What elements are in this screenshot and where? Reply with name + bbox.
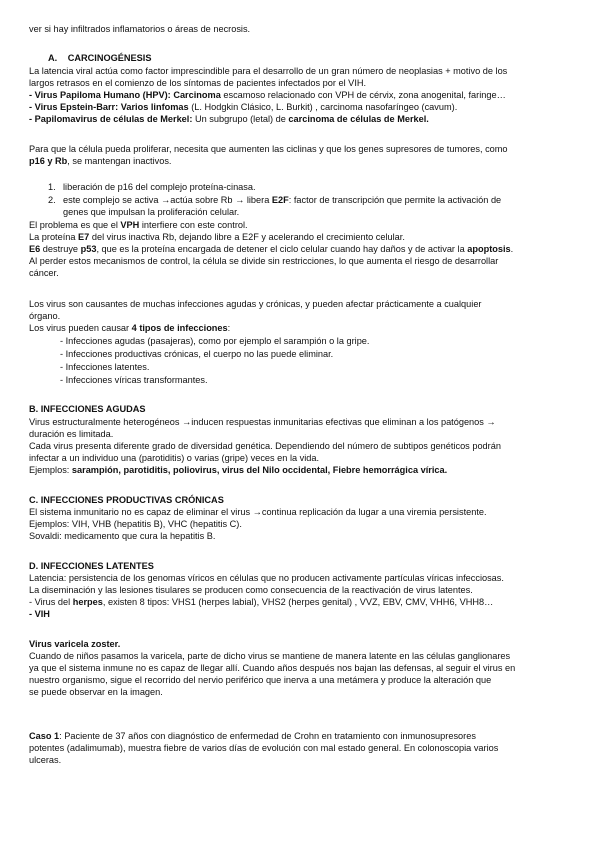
bullet-item: - Infecciones productivas crónicas, el cuerpo no las puede eliminar.	[60, 349, 334, 359]
term-bold: Varios linfomas	[120, 102, 189, 112]
text-line: ver si hay infiltrados inflamatorios o áreas de necrosis.	[29, 24, 251, 34]
text-line: nuestro organismo, sigue el recorrido del nervio periférico que inerva a una metámera y produce la alteración que	[29, 675, 492, 685]
term-bold: E2F	[271, 195, 289, 205]
text-line: infectar a un individuo una (parotiditis) o varias (gripe) veces en la vida.	[29, 453, 320, 463]
term-bold: sarampión, parotiditis, poliovirus, virus del Nilo occidental, Fiebre hemorrágica vírica.	[71, 465, 448, 475]
text-line: - VIH	[29, 609, 50, 619]
list-number: 2.	[48, 195, 56, 205]
text-span: : factor de transcripción que permite la activación de	[288, 195, 502, 205]
text-line: Ejemplos: VIH, VHB (hepatitis B), VHC (hepatitis C).	[29, 519, 242, 529]
list-item: liberación de p16 del complejo proteína-cinasa.	[63, 182, 256, 192]
term-bold: p53	[80, 244, 97, 254]
text-span: (L. Hodgkin Clásico, L. Burkit) , carcinoma nasofaríngeo (cavum).	[188, 102, 458, 112]
text-line: órgano.	[29, 311, 61, 321]
text-span: , que es la proteína encargada de detener el ciclo celular cuando hay daños y de activar la	[96, 244, 468, 254]
text-line: La diseminación y las lesiones tisulares se producen como consecuencia de la reactivación de virus latentes.	[29, 585, 473, 595]
text-span: :	[227, 323, 231, 333]
term-bold: apoptosis	[467, 244, 511, 254]
text-span: , se mantengan inactivos.	[67, 156, 172, 166]
term-bold: - Virus Epstein-Barr:	[29, 102, 121, 112]
text-line: Latencia: persistencia de los genomas víricos en células que no producen activamente partículas víricas infecciosas.	[29, 573, 504, 583]
text-line	[29, 243, 513, 255]
bullet-item: - Infecciones agudas (pasajeras), como por ejemplo el sarampión o la gripe.	[60, 336, 370, 346]
text-line: Cada virus presenta diferente grado de diversidad genética. Dependiendo del número de subtipos genéticos podrán	[29, 441, 501, 451]
text-line	[29, 322, 230, 334]
text-span: interfiere con este control.	[139, 220, 248, 230]
text-line: Virus estructuralmente heterogéneos →inducen respuestas inmunitarias efectivas que eliminan a los patógenos →	[29, 417, 496, 427]
section-b-heading: B. INFECCIONES AGUDAS	[29, 404, 146, 414]
list-number: 1.	[48, 182, 56, 192]
term-bold: 4 tipos de infecciones	[131, 323, 228, 333]
list-item	[63, 194, 501, 206]
text-line	[29, 219, 248, 231]
text-line: La latencia viral actúa como factor imprescindible para el desarrollo de un gran número de neoplasias + motivo de los	[29, 66, 508, 76]
term-bold: - Virus Papiloma Humano (HPV):	[29, 90, 174, 100]
term-bold: Carcinoma	[173, 90, 221, 100]
section-c-heading: C. INFECCIONES PRODUCTIVAS CRÓNICAS	[29, 495, 224, 505]
term-bold: E6	[29, 244, 41, 254]
text-span: .	[510, 244, 514, 254]
text-line	[29, 155, 171, 167]
text-span: El problema es que el	[29, 220, 121, 230]
term-bold: carcinoma de células de Merkel.	[288, 114, 429, 124]
section-d-heading: D. INFECCIONES LATENTES	[29, 561, 154, 571]
text-line: Los virus son causantes de muchas infecciones agudas y crónicas, y pueden afectar prácticamente a cualquier	[29, 299, 482, 309]
text-line: Para que la célula pueda proliferar, necesita que aumenten las ciclinas y que los genes supresores de tumores, como	[29, 144, 508, 154]
bullet-item: - Infecciones latentes.	[60, 362, 150, 372]
text-span: este complejo se activa →actúa sobre Rb → libera	[63, 195, 272, 205]
text-line	[29, 464, 447, 476]
term-bold: p16 y Rb	[29, 156, 68, 166]
text-span: Un subgrupo (letal) de	[194, 114, 289, 124]
text-line: ya que el sistema inmune no es capaz de llegar allí. Cuando años después nos bajan las defensas, al seguir el virus en	[29, 663, 516, 673]
list-item-continuation: genes que impulsan la proliferación celular.	[63, 207, 240, 217]
text-line: El sistema inmunitario no es capaz de eliminar el virus →continua replicación da lugar a una viremia persistente.	[29, 507, 487, 517]
text-span: La proteína	[29, 232, 79, 242]
text-line: Cuando de niños pasamos la varicela, parte de dicho virus se mantiene de manera latente en las células ganglionares	[29, 651, 511, 661]
text-line	[29, 89, 506, 101]
text-line	[29, 113, 429, 125]
term-bold: herpes	[72, 597, 103, 607]
term-bold: - Papilomavirus de células de Merkel:	[29, 114, 195, 124]
section-a-title: CARCINOGÉNESIS	[67, 53, 152, 63]
text-line: Al perder estos mecanismos de control, la célula se divide sin restricciones, lo que aumenta el riesgo de desarrollar	[29, 256, 499, 266]
text-line: ulceras.	[29, 755, 62, 765]
text-line	[29, 231, 405, 243]
text-line: duración es limitada.	[29, 429, 114, 439]
section-a-letter: A.	[48, 53, 58, 63]
text-line: Sovaldi: medicamento que cura la hepatitis B.	[29, 531, 216, 541]
text-line: se puede observar en la imagen.	[29, 687, 163, 697]
text-span: del virus inactiva Rb, dejando libre a E2F y acelerando el crecimiento celular.	[89, 232, 405, 242]
text-line: largos retrasos en el comienzo de los síntomas de pacientes infectados por el VIH.	[29, 78, 367, 88]
bullet-item: - Infecciones víricas transformantes.	[60, 375, 208, 385]
text-span: : Paciente de 37 años con diagnóstico de enfermedad de Crohn en tratamiento con inmunosupresores	[59, 731, 476, 741]
text-line: cáncer.	[29, 268, 59, 278]
text-line	[29, 730, 476, 742]
text-span: Los virus pueden causar	[29, 323, 132, 333]
text-span: - Virus del	[29, 597, 73, 607]
case-label: Caso 1	[29, 731, 60, 741]
text-span: Ejemplos:	[29, 465, 72, 475]
text-line	[29, 596, 493, 608]
text-line	[29, 101, 457, 113]
section-a-heading	[48, 52, 151, 64]
text-line: potentes (adalimumab), muestra fiebre de varios días de evolución con mal estado general. En colonoscopia varios	[29, 743, 499, 753]
text-span: destruye	[40, 244, 81, 254]
subsection-heading: Virus varicela zoster.	[29, 639, 121, 649]
term-bold: E7	[78, 232, 90, 242]
term-bold: VPH	[120, 220, 140, 230]
text-span: , existen 8 tipos: VHS1 (herpes labial), VHS2 (herpes genital) , VVZ, EBV, CMV, VHH6, VHH8…	[102, 597, 494, 607]
text-span: escamoso relacionado con VPH de cérvix, zona anogenital, faringe…	[220, 90, 506, 100]
